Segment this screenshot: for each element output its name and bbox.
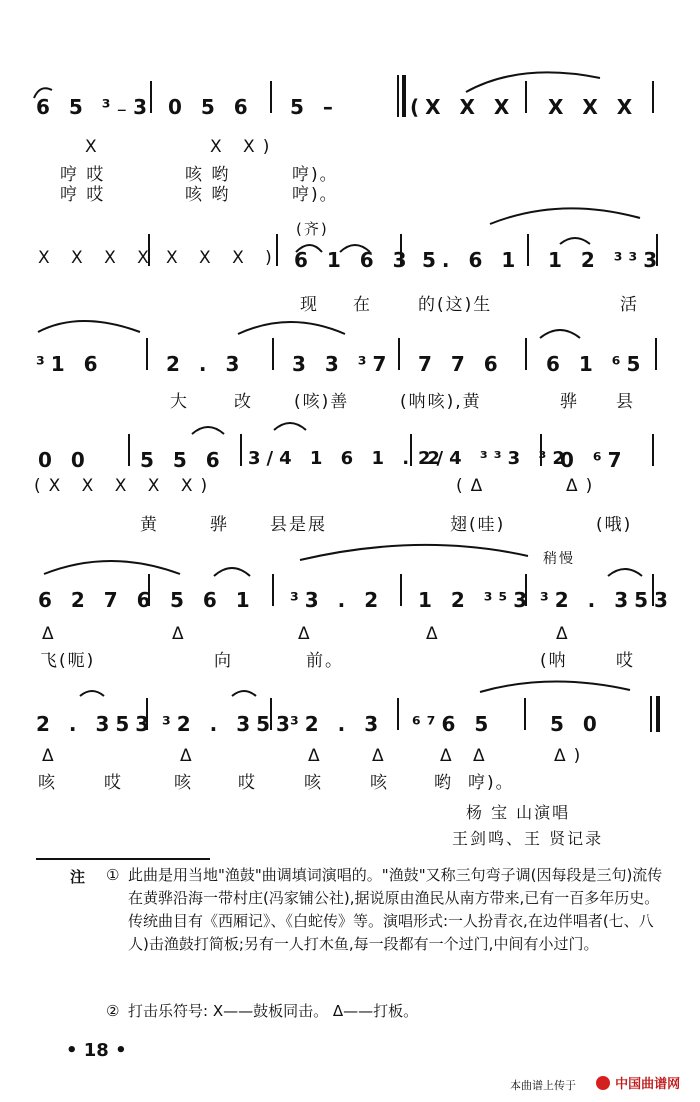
lyric: 哼)。 <box>292 165 339 185</box>
footnote-divider <box>36 858 210 860</box>
lyric: 咳 哟 <box>185 185 231 205</box>
note-group: 1 2 ³⁵3 <box>418 588 534 612</box>
note-group: 1 2 ³³3 <box>548 248 664 272</box>
note-group: ³2 . 353 <box>540 588 674 612</box>
lyric: 活 <box>620 295 639 315</box>
percussion: (X X X X X) <box>34 476 216 496</box>
barline <box>652 81 654 113</box>
percussion: Δ <box>42 624 62 644</box>
note-group: 6 5 ³₋3 <box>36 95 153 119</box>
barline <box>400 574 402 606</box>
slur <box>38 321 140 332</box>
footnote-2: 打击乐符号: X——鼓板同击。 Δ——打板。 <box>128 1002 419 1020</box>
slur <box>466 72 600 92</box>
slur <box>608 569 642 576</box>
lyric: 改 <box>234 392 253 412</box>
note-group: 5 6 1 <box>170 588 256 612</box>
percussion: Δ <box>42 746 62 766</box>
footnote-number: ① <box>106 866 120 884</box>
percussion: X <box>85 137 105 157</box>
note-group: 3/4 1 6 1 . 2 <box>248 448 446 469</box>
final-barline <box>656 696 660 732</box>
barline <box>240 434 242 466</box>
barline <box>397 698 399 730</box>
repeat-barline <box>397 75 399 117</box>
note-group: 2 . 353 <box>36 712 156 736</box>
note-group: 6 1 6 3 <box>294 248 413 272</box>
lyric: 骅 <box>560 392 579 412</box>
barline <box>655 338 657 370</box>
lyric: 骅 <box>210 515 229 535</box>
slur <box>238 322 345 334</box>
note-group: X X X <box>548 95 639 119</box>
lyric: 县是展 <box>270 515 327 535</box>
percussion: Δ <box>372 746 392 766</box>
note-group: 3 3 ³7 <box>292 352 393 376</box>
barline <box>525 338 527 370</box>
lyric: (呐 <box>540 651 568 671</box>
note-group: ³3 . 2 <box>290 588 385 612</box>
note-group: 6 2 7 6 <box>38 588 157 612</box>
lyric: 哼)。 <box>468 773 515 793</box>
lyric: (呐咳),黄 <box>400 392 482 412</box>
barline <box>398 338 400 370</box>
lyric: 咳 <box>370 773 389 793</box>
note-group: 5 5 6 <box>140 448 226 472</box>
percussion: (Δ <box>456 476 491 496</box>
footnote-number: ② <box>106 1002 120 1020</box>
percussion: Δ) <box>554 746 589 766</box>
slur <box>490 208 640 224</box>
lyric: 哎 <box>616 651 635 671</box>
note-group: 0 5 6 <box>168 95 254 119</box>
lyric: 咳 <box>304 773 323 793</box>
note-group: 0 ⁶7 <box>560 448 628 472</box>
slur <box>80 691 104 696</box>
lyric: 咳 <box>174 773 193 793</box>
dynamic-marking: (齐) <box>296 220 329 238</box>
note-group: 2/4 ³³3 ³2 <box>418 448 571 469</box>
lyric: 哼 哎 <box>60 165 106 185</box>
percussion: Δ <box>556 624 576 644</box>
lyric: 哎 <box>104 773 123 793</box>
percussion: X X X X <box>38 248 157 268</box>
slur <box>214 568 250 576</box>
note-group: ⁶⁷6 5 <box>412 712 495 736</box>
barline <box>525 81 527 113</box>
lyric: 黄 <box>140 515 159 535</box>
footnote-1: 此曲是用当地"渔鼓"曲调填词演唱的。"渔鼓"又称三句弯子调(因每段是三句)流传在黄骅沿海一带村庄(冯家铺公社),据说原由渔民从南方带来,已有一百多年历史。传统曲目有《西厢记》、《白蛇传》等。演唱形式:一人扮青衣,在边伴唱者(七、八人)击渔鼓打简板;另有一人打木鱼,每一段都有一个过门,中间有小过门。 <box>128 866 663 953</box>
slur <box>274 423 306 430</box>
note-group: ³1 6 <box>36 352 104 376</box>
barline <box>272 338 274 370</box>
lyric: 咳 <box>38 773 57 793</box>
percussion: Δ <box>180 746 200 766</box>
footnote-label: 注 <box>70 868 86 886</box>
note-group: ³2 . 353 <box>162 712 296 736</box>
note-group: 2 . 3 <box>166 352 246 376</box>
percussion: X X) <box>210 137 278 157</box>
lyric: 哼)。 <box>292 185 339 205</box>
recorder-credit: 王剑鸣、王 贤记录 <box>452 829 604 848</box>
final-barline <box>650 696 652 732</box>
lyric: 翅(哇) <box>450 515 506 535</box>
slur <box>232 691 256 696</box>
lyric: 在 <box>353 295 372 315</box>
barline <box>652 434 654 466</box>
lyric: 哎 <box>238 773 257 793</box>
slur <box>300 545 528 560</box>
site-logo <box>596 1072 680 1092</box>
note-group: 0 0 <box>38 448 91 472</box>
percussion: Δ <box>172 624 192 644</box>
note-group: ³2 . 3 <box>290 712 385 736</box>
lyric: 现 <box>300 295 319 315</box>
lyric: (咳)善 <box>294 392 350 412</box>
page-number: • 18 • <box>66 1040 127 1061</box>
note-group: 6 1 ⁶5 <box>546 352 647 376</box>
note-group: 5 0 <box>550 712 603 736</box>
note-group: 5 – <box>290 95 339 119</box>
tempo-marking: 稍慢 <box>543 551 575 567</box>
logo-icon <box>596 1076 610 1090</box>
percussion: X X X ) <box>166 248 280 268</box>
lyric: 咳 哟 <box>185 165 231 185</box>
note-group: 7 7 6 <box>418 352 504 376</box>
barline <box>272 574 274 606</box>
upload-note: 本曲谱上传于 <box>510 1079 576 1092</box>
lyric: 哼 哎 <box>60 185 106 205</box>
barline <box>146 338 148 370</box>
singer-credit: 杨 宝 山演唱 <box>466 803 571 822</box>
lyric: 县 <box>616 392 635 412</box>
slur <box>560 238 590 244</box>
note-group: 5. 6 1 <box>422 248 522 272</box>
percussion: Δ <box>298 624 318 644</box>
slur <box>480 681 630 692</box>
barline <box>128 434 130 466</box>
barline <box>270 81 272 113</box>
lyric: 的(这)生 <box>418 295 493 315</box>
barline <box>524 698 526 730</box>
lyric: 向 <box>214 651 233 671</box>
lyric: (哦) <box>596 515 633 535</box>
slur <box>192 427 224 434</box>
slur <box>540 330 580 338</box>
percussion: Δ <box>426 624 446 644</box>
percussion: Δ) <box>566 476 601 496</box>
lyric: 大 <box>170 392 189 412</box>
site-name: 中国曲谱网 <box>615 1077 681 1092</box>
lyric: 前。 <box>306 651 344 671</box>
note-group: (X X X <box>410 95 516 119</box>
lyric: 飞(呃) <box>40 651 96 671</box>
slur <box>44 561 180 574</box>
percussion: Δ Δ <box>440 746 493 766</box>
percussion: Δ <box>308 746 328 766</box>
repeat-barline <box>402 75 406 117</box>
barline <box>527 234 529 266</box>
lyric: 哟 <box>434 773 453 793</box>
